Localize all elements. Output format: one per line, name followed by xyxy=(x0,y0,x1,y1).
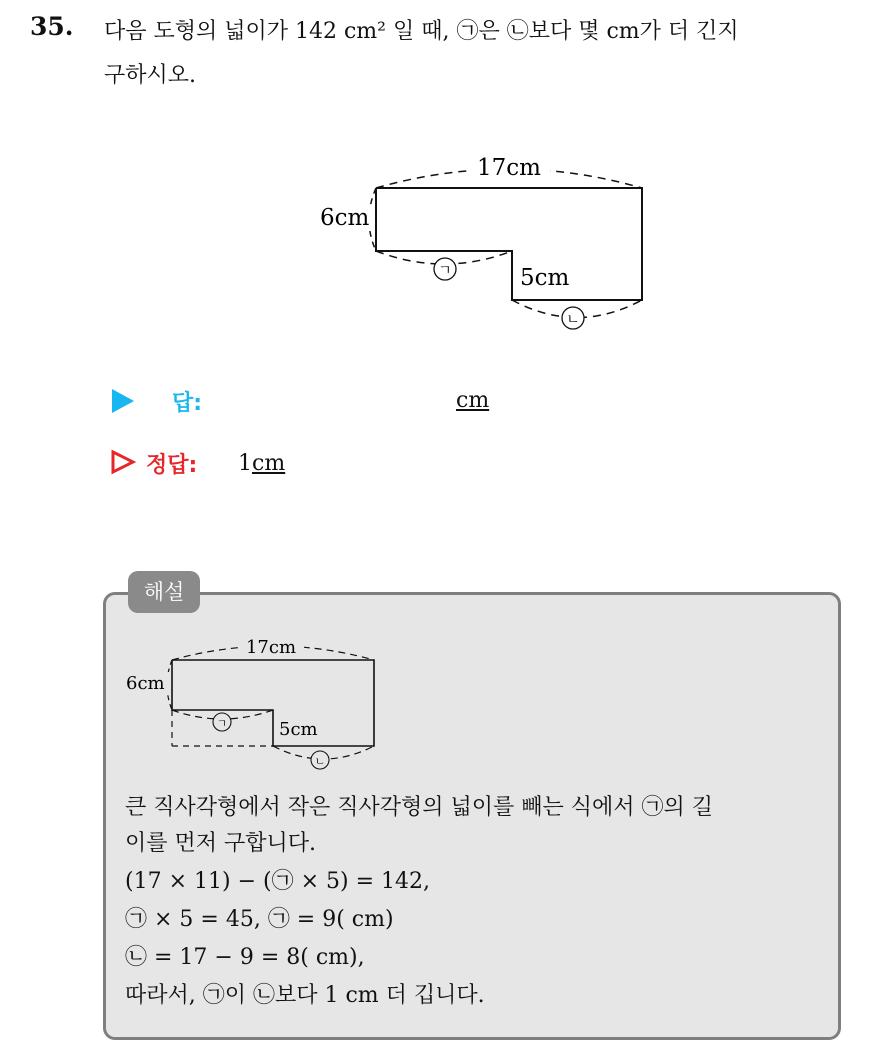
question-text-line1: 다음 도형의 넓이가 142 cm² 일 때, ㉠은 ㉡보다 몇 cm가 더 긴지 xyxy=(104,19,739,44)
correct-arrow-icon xyxy=(110,449,136,475)
correct-unit: cm xyxy=(252,451,286,476)
solution-figure xyxy=(120,630,390,775)
correct-label: 정답: xyxy=(146,453,198,478)
solution-line: 큰 직사각형에서 작은 직사각형의 넓이를 빼는 식에서 ㉠의 길 xyxy=(125,795,713,820)
left-label: 6cm xyxy=(320,205,370,231)
solution-mark-b: ㄴ xyxy=(314,755,326,768)
solution-line: 이를 먼저 구합니다. xyxy=(125,831,316,856)
answer-unit: cm xyxy=(456,388,490,413)
solution-top-label: 17cm xyxy=(245,637,297,658)
answer-label: 답: xyxy=(172,391,203,416)
solution-line: ㉡ = 17 − 9 = 8( cm), xyxy=(125,945,365,970)
step-label: 5cm xyxy=(520,265,570,291)
figure-shape xyxy=(376,188,642,300)
solution-mark-a: ㄱ xyxy=(216,717,228,730)
solution-line: 따라서, ㉠이 ㉡보다 1 cm 더 깁니다. xyxy=(125,983,485,1008)
problem-figure xyxy=(300,145,660,345)
solution-left-label: 6cm xyxy=(126,673,165,694)
solution-shape xyxy=(172,660,374,746)
mark-a: ㄱ xyxy=(438,263,452,279)
top-label: 17cm xyxy=(477,155,541,181)
answer-arrow-icon xyxy=(112,389,134,413)
question-number: 35. xyxy=(30,12,74,41)
solution-step-label: 5cm xyxy=(279,719,318,740)
solution-line: ㉠ × 5 = 45, ㉠ = 9( cm) xyxy=(125,907,394,932)
solution-line: (17 × 11) − (㉠ × 5) = 142, xyxy=(125,869,430,894)
solution-tag: 해설 xyxy=(128,571,200,613)
correct-value: 1 xyxy=(238,451,252,476)
question-text-line2: 구하시오. xyxy=(104,63,197,88)
mark-b: ㄴ xyxy=(566,312,580,328)
